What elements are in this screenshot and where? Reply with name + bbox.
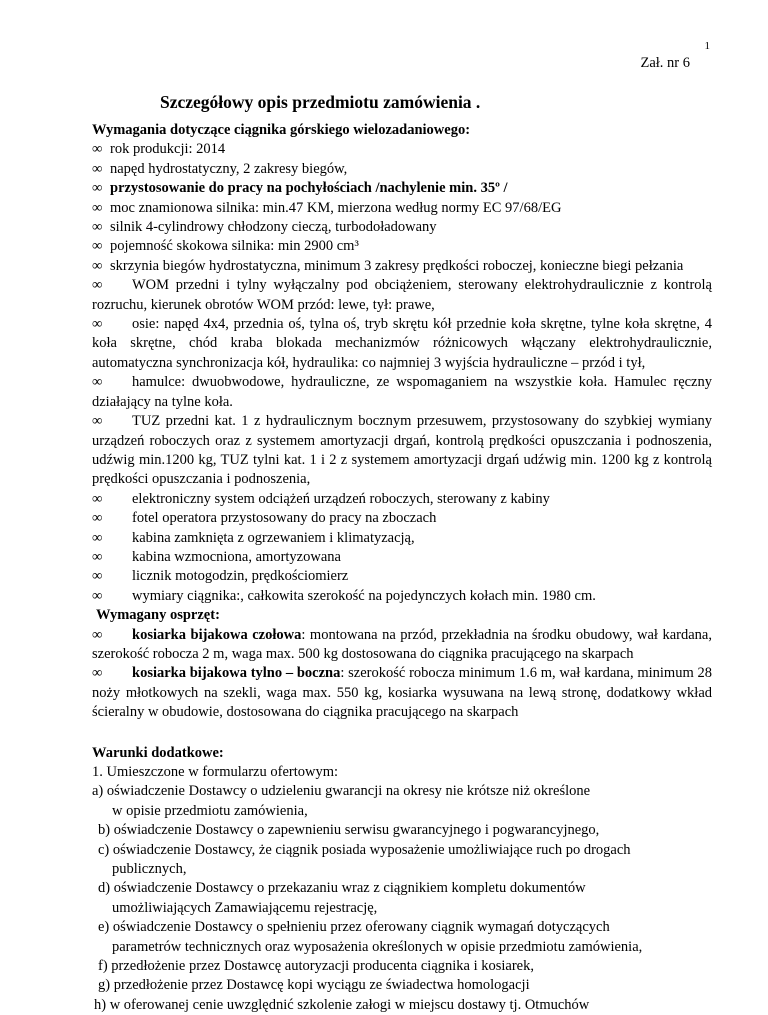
list-item: ∞ kabina wzmocniona, amortyzowana	[92, 548, 712, 567]
bullet-icon: ∞	[92, 510, 103, 527]
requirement-paragraph: ∞ osie: napęd 4x4, przednia oś, tylna oś, tryb skrętu kół przednie koła skrętne, tylne koła skrętne, 4 koła skrętne, chód kraba blokada mechanizmów różnicowych włączany elektrohydraulicznie, automatyczna synchronizacja kół, hydraulika: co najmniej 3 wyjścia hydrauliczne – przód i tył,	[92, 316, 712, 371]
condition-e-cont: parametrów technicznych oraz wyposażenia określonych w opisie przedmiotu zamówienia,	[112, 938, 643, 955]
list-item: ∞ wymiary ciągnika:, całkowita szerokość na pojedynczych kołach min. 1980 cm.	[92, 587, 712, 606]
list-item: ∞ rok produkcji: 2014	[92, 140, 712, 159]
condition-a: a) oświadczenie Dostawcy o udzieleniu gwarancji na okresy nie krótsze niż określone	[92, 783, 591, 800]
bullet-icon: ∞	[92, 374, 103, 391]
requirement-paragraph: ∞ hamulce: dwuobwodowe, hydrauliczne, ze wspomaganiem na wszystkie koła. Hamulec ręczny działający na tylne koła.	[92, 374, 712, 410]
bullet-icon: ∞	[92, 568, 103, 585]
bullet-icon: ∞	[92, 626, 103, 643]
condition-b: b) oświadczenie Dostawcy o zapewnieniu serwisu gwarancyjnego i pogwarancyjnego,	[98, 822, 600, 839]
requirements-heading: Wymagania dotyczące ciągnika górskiego wielozadaniowego:	[92, 122, 471, 138]
condition-d-cont: umożliwiających Zamawiającemu rejestrację,	[112, 899, 378, 916]
conditions-heading: Warunki dodatkowe:	[92, 744, 224, 761]
conditions-intro: 1. Umieszczone w formularzu ofertowym:	[92, 764, 339, 780]
condition-a-cont: w opisie przedmiotu zamówienia,	[112, 802, 308, 819]
requirement-paragraph: ∞ TUZ przedni kat. 1 z hydraulicznym bocznym przesuwem, przystosowany do szybkiej wymiany urządzeń roboczych oraz z systemem amortyzacji drgań, kontrolą prędkości opuszczania i podnoszenia, udźwig min.1200 kg, TUZ tylni kat. 1 i 2 z systemem amortyzacji drgań udźwig min. 1200 kg z kontrolą prędkości opuszczania i podnoszenia,	[92, 413, 712, 488]
list-item: ∞ kabina zamknięta z ogrzewaniem i klimatyzacją,	[92, 529, 712, 548]
attachment-label: Zał. nr 6	[640, 55, 690, 71]
equipment-item-front-mower: ∞ kosiarka bijakowa czołowa: montowana na przód, przekładnia na środku obudowy, wał kardana, szerokość robocza 2 m, waga max. 500 kg dostosowana do ciągnika pracującego na skarpach	[92, 626, 712, 662]
bullet-icon: ∞	[92, 548, 103, 565]
bullet-icon: ∞	[92, 413, 103, 430]
condition-c: c) oświadczenie Dostawcy, że ciągnik posiada wyposażenie umożliwiające ruch po drogach	[98, 841, 631, 858]
bullet-icon: ∞	[92, 665, 103, 682]
list-item: ∞ fotel operatora przystosowany do pracy na zboczach	[92, 509, 712, 528]
page-number: 1	[704, 40, 710, 52]
bullet-icon: ∞	[92, 219, 103, 236]
condition-g: g) przedłożenie przez Dostawcę kopi wyciągu ze świadectwa homologacji	[98, 977, 530, 994]
bullet-icon: ∞	[92, 587, 103, 604]
bullet-icon: ∞	[92, 277, 103, 294]
bullet-icon: ∞	[92, 490, 103, 507]
list-item: ∞ przystosowanie do pracy na pochyłościach /nachylenie min. 35º /	[92, 179, 712, 198]
document-body	[92, 121, 712, 1015]
condition-e: e) oświadczenie Dostawcy o spełnieniu przez oferowany ciągnik wymagań dotyczących	[98, 919, 610, 936]
bullet-icon: ∞	[92, 199, 103, 216]
bullet-icon: ∞	[92, 141, 103, 158]
bullet-icon: ∞	[92, 316, 103, 333]
list-item: ∞ skrzynia biegów hydrostatyczna, minimum 3 zakresy prędkości roboczej, konieczne biegi pełzania	[92, 257, 712, 276]
equipment-item-rear-mower: ∞ kosiarka bijakowa tylno – boczna: szerokość robocza minimum 1.6 m, wał kardana, minimum 28 noży młotkowych na szekli, waga max. 550 kg, kosiarka wysuwana na lewą stronę, dodatkowy wkład ścieralny w obudowie, dostosowana do ciągnika pracującego na skarpach	[92, 665, 712, 721]
condition-f: f) przedłożenie przez Dostawcę autoryzacji producenta ciągnika i kosiarek,	[98, 958, 534, 975]
bullet-icon: ∞	[92, 257, 103, 274]
condition-d: d) oświadczenie Dostawcy o przekazaniu wraz z ciągnikiem kompletu dokumentów	[98, 880, 586, 897]
list-item: ∞ licznik motogodzin, prędkościomierz	[92, 567, 712, 586]
condition-c-cont: publicznych,	[112, 861, 187, 878]
document-title: Szczegółowy opis przedmiotu zamówienia .	[160, 92, 481, 112]
list-item: ∞ pojemność skokowa silnika: min 2900 cm³	[92, 237, 712, 256]
requirement-paragraph: ∞ WOM przedni i tylny wyłączalny pod obciążeniem, sterowany elektrohydraulicznie z kontrolą rozruchu, kierunek obrotów WOM przód: lewe, tył: prawe,	[92, 277, 712, 313]
list-item: ∞ moc znamionowa silnika: min.47 KM, mierzona według normy EC 97/68/EG	[92, 199, 712, 218]
condition-h: h) w oferowanej cenie uwzględnić szkolenie załogi w miejscu dostawy tj. Otmuchów	[94, 996, 590, 1013]
list-item: ∞ napęd hydrostatyczny, 2 zakresy biegów,	[92, 160, 712, 179]
bullet-icon: ∞	[92, 238, 103, 255]
bullet-icon: ∞	[92, 160, 103, 177]
bullet-icon: ∞	[92, 529, 103, 546]
bullet-icon: ∞	[92, 180, 103, 197]
list-item: ∞ elektroniczny system odciążeń urządzeń roboczych, sterowany z kabiny	[92, 490, 712, 509]
list-item: ∞ silnik 4-cylindrowy chłodzony cieczą, turbodoładowany	[92, 218, 712, 237]
equipment-heading: Wymagany osprzęt:	[96, 607, 220, 624]
